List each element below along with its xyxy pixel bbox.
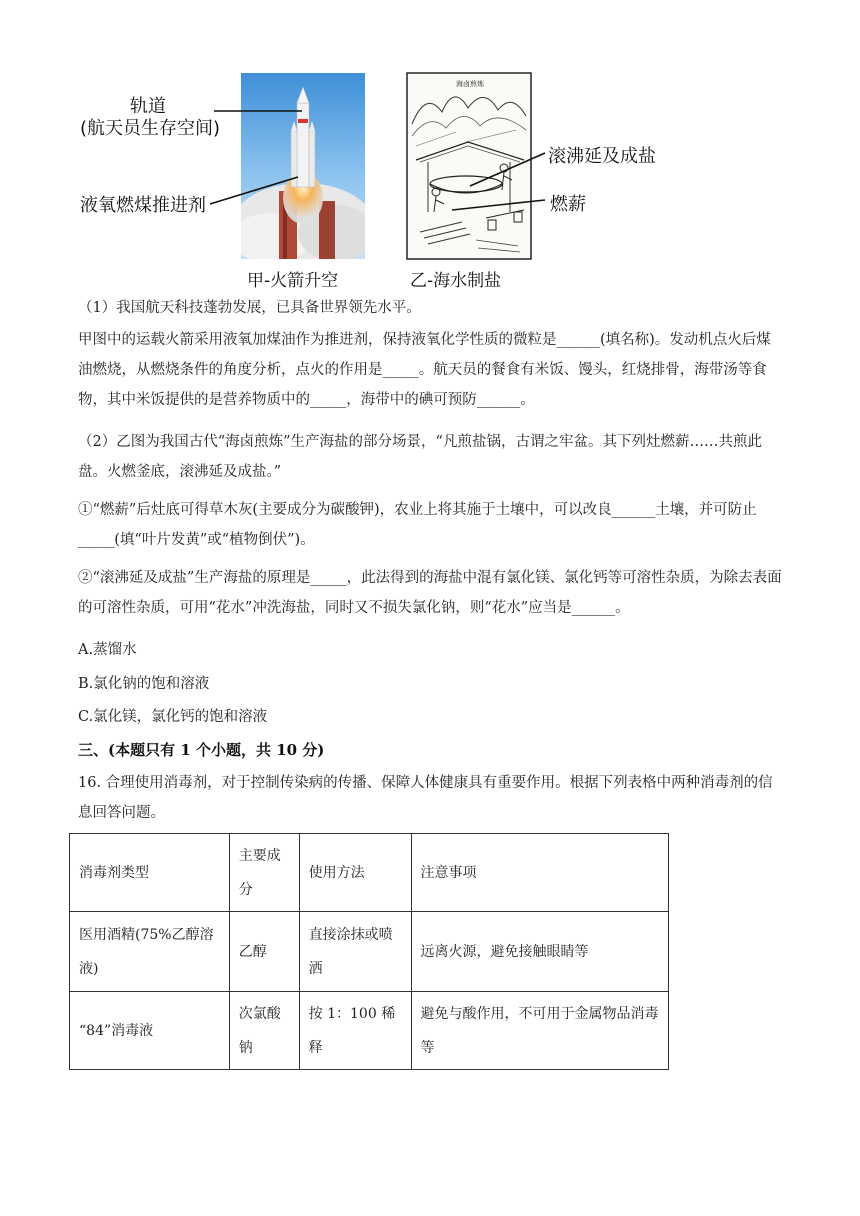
table-cell: “84”消毒液 (70, 992, 230, 1070)
option-b: B.氯化钠的饱和溶液 (78, 676, 210, 692)
table-header-cell: 注意事项 (411, 834, 669, 912)
section-three-heading: 三、(本题只有 1 个小题，共 10 分) (78, 741, 325, 759)
option-c: C.氯化镁，氯化钙的饱和溶液 (78, 709, 268, 725)
table-header-row (70, 834, 669, 912)
callout-lines (0, 0, 860, 290)
table-row (70, 912, 669, 992)
propellant-label: 液氧燃煤推进剂 (80, 195, 206, 216)
table-header-cell: 消毒剂类型 (70, 834, 230, 912)
woodcut-title: 海卤煎炼 (456, 80, 484, 88)
caption-rocket: 甲-火箭升空 (247, 271, 339, 291)
orbit-label: 轨道 (130, 96, 166, 117)
figure-area (0, 0, 860, 290)
table-header-cell: 使用方法 (299, 834, 411, 912)
table-cell: 次氯酸钠 (229, 992, 299, 1070)
table-cell: 直接涂抹或喷洒 (299, 912, 411, 992)
q15-sub1: ①“燃薪”后灶底可得草木灰(主要成分为碳酸钾)，农业上将其施于土壤中，可以改良______土壤，并可防止_____(填“叶片发黄”或“植物倒伏”)。 (78, 502, 757, 548)
q16-text: 16. 合理使用消毒剂，对于控制传染病的传播、保障人体健康具有重要作用。根据下列表格中两种消毒剂的信息回答问题。 (78, 775, 773, 821)
q15-part1-body: 甲图中的运载火箭采用液氧加煤油作为推进剂，保持液氧化学性质的微粒是______(填名称)。发动机点火后煤油燃烧，从燃烧条件的角度分析，点火的作用是_____。航天员的餐食有米饭、馒头，红烧排骨，海带汤等食物，其中米饭提供的是营养物质中的_____，海带中的碘可预防______。 (78, 332, 771, 408)
q15-sub2: ②“滚沸延及成盐”生产海盐的原理是_____，此法得到的海盐中混有氯化镁、氯化钙等可溶性杂质，为除去表面的可溶性杂质，可用“花水”冲洗海盐，同时又不损失氯化钠，则“花水”应当是______。 (78, 570, 782, 616)
table-cell: 按 1：100 稀释 (299, 992, 411, 1070)
table-cell: 乙醇 (229, 912, 299, 992)
table-row (70, 992, 669, 1070)
option-a: A.蒸馏水 (78, 642, 137, 658)
q15-part1-heading: （1）我国航天科技蓬勃发展，已具备世界领先水平。 (78, 300, 421, 316)
table-header-cell: 主要成分 (229, 834, 299, 912)
disinfectant-table (69, 833, 669, 1070)
firewood-label: 燃薪 (550, 194, 586, 215)
caption-salt: 乙-海水制盐 (410, 271, 502, 291)
table-cell: 医用酒精(75%乙醇溶液) (70, 912, 230, 992)
q15-part2-body: （2）乙图为我国古代“海卤煎炼”生产海盐的部分场景，“凡煎盐锅，古谓之牢盆。其下列灶燃薪……共煎此盘。火燃釜底，滚沸延及成盐。” (78, 434, 762, 480)
table-cell: 避免与酸作用，不可用于金属物品消毒等 (411, 992, 669, 1070)
orbit-note-label: (航天员生存空间) (80, 118, 221, 139)
boil-salt-label: 滚沸延及成盐 (548, 146, 656, 167)
table-cell: 远离火源，避免接触眼睛等 (411, 912, 669, 992)
